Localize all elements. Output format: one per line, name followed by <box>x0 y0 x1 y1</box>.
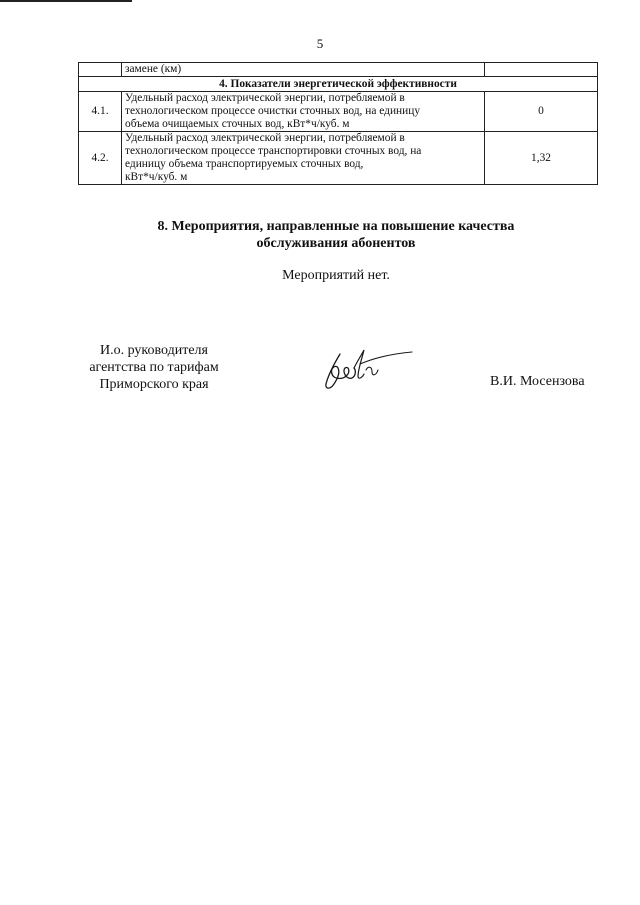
row-description: замене (км) <box>122 63 485 77</box>
row-description <box>122 92 485 132</box>
heading-line: обслуживания абонентов <box>256 236 416 251</box>
table-row <box>79 92 598 132</box>
description-line: технологическом процессе очистки сточных вод, на единицу <box>125 105 421 117</box>
top-rule <box>0 0 132 2</box>
row-value: 1,32 <box>485 132 598 185</box>
description-line: единицу объема транспортируемых сточных вод, <box>125 158 364 170</box>
row-description <box>122 132 485 185</box>
handwritten-signature <box>318 346 418 394</box>
description-line: объема очищаемых сточных вод, кВт*ч/куб. м <box>125 118 350 130</box>
heading-line: 8. Мероприятия, направленные на повышение качества <box>157 219 515 234</box>
indicators-table <box>78 62 598 185</box>
signer-position <box>66 342 242 393</box>
section-text: Мероприятий нет. <box>282 268 390 283</box>
section-row <box>79 77 598 92</box>
table-row <box>79 63 598 77</box>
table-row <box>79 132 598 185</box>
position-line: агентства по тарифам <box>89 360 219 375</box>
row-value <box>485 63 598 77</box>
description-line: технологическом процессе транспортировки сточных вод, на <box>125 145 422 157</box>
description-line: Удельный расход электрической энергии, потребляемой в <box>125 92 405 104</box>
row-value: 0 <box>485 92 598 132</box>
page-number: 5 <box>316 36 324 51</box>
position-line: Приморского края <box>99 377 209 392</box>
row-number <box>79 63 122 77</box>
section-title: 4. Показатели энергетической эффективности <box>79 77 598 92</box>
row-number: 4.2. <box>79 132 122 185</box>
description-line: Удельный расход электрической энергии, потребляемой в <box>125 132 405 144</box>
section-heading <box>0 218 640 252</box>
description-line: кВт*ч/куб. м <box>125 171 188 183</box>
signer-name: В.И. Мосензова <box>490 374 585 389</box>
position-line: И.о. руководителя <box>99 343 208 358</box>
row-number: 4.1. <box>79 92 122 132</box>
